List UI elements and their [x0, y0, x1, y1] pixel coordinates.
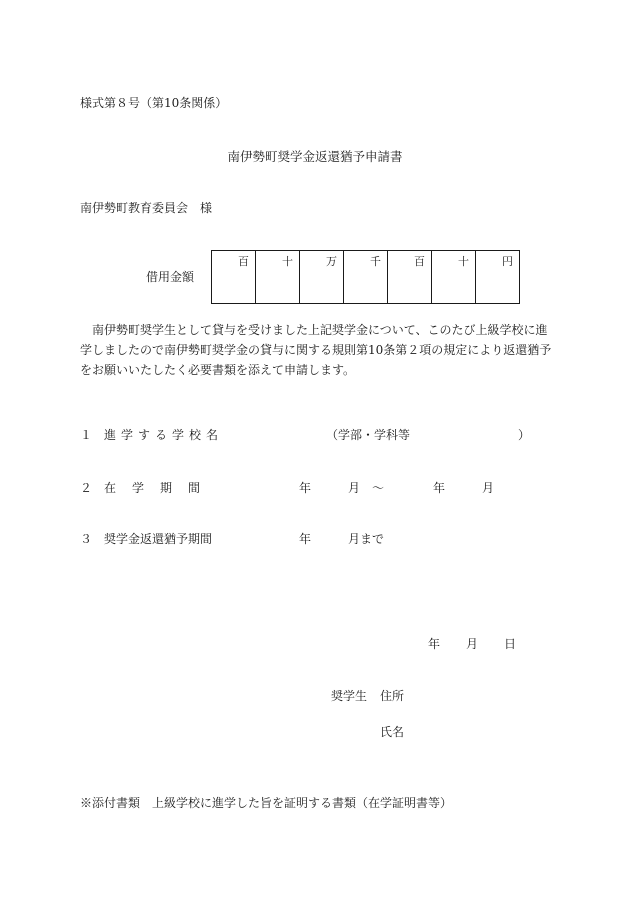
- attachment-text: 上級学校に進学した旨を証明する書類（在学証明書等）: [152, 796, 453, 810]
- application-statement: 南伊勢町奨学生として貸与を受けました上記奨学金について、このたび上級学校に進学しましたので南伊勢町奨学金の貸与に関する規則第10条第２項の規定により返還猶予をお願いいたしたく必要書類を添えて申請します。: [80, 323, 552, 377]
- signature-month: 月: [466, 637, 479, 651]
- attachment-label: ※添付書類: [80, 796, 141, 810]
- loan-amount-table: [211, 250, 520, 304]
- document-title: 南伊勢町奨学金返還猶予申請書: [227, 149, 403, 164]
- address-label: 住所: [380, 689, 405, 703]
- item-1-label: 進学する学校名: [104, 428, 224, 442]
- amount-unit-label: 十: [282, 255, 293, 268]
- amount-unit-label: 百: [414, 255, 425, 268]
- amount-cell-thousand[interactable]: [344, 251, 388, 304]
- amount-unit-label: 千: [370, 255, 381, 268]
- amount-unit-label: 万: [326, 255, 337, 268]
- loan-amount-label: 借用金額: [146, 270, 195, 284]
- item-2-start-month: 月: [348, 481, 361, 495]
- item-2-number: ２: [80, 481, 93, 495]
- amount-cell-man[interactable]: [300, 251, 344, 304]
- item-3-year: 年: [299, 532, 312, 546]
- item-3-number: ３: [80, 532, 93, 546]
- signature-day: 日: [504, 637, 517, 651]
- amount-cell-ten[interactable]: [432, 251, 476, 304]
- item-2-label: 在学期間: [104, 481, 217, 495]
- amount-unit-label: 円: [502, 255, 513, 268]
- amount-cell-hundred-man[interactable]: [212, 251, 256, 304]
- item-2-tilde: ～: [372, 481, 385, 495]
- item-1-faculty-close: ）: [518, 428, 531, 442]
- item-3-until-month: 月まで: [348, 532, 385, 546]
- name-label: 氏名: [380, 725, 405, 739]
- amount-cell-ten-man[interactable]: [256, 251, 300, 304]
- student-label: 奨学生: [331, 689, 368, 703]
- item-2-end-year: 年: [433, 481, 446, 495]
- amount-cell-hundred[interactable]: [388, 251, 432, 304]
- item-1-faculty-open: （学部・学科等: [326, 428, 411, 442]
- amount-cell-yen[interactable]: [476, 251, 520, 304]
- item-2-end-month: 月: [482, 481, 495, 495]
- signature-year: 年: [428, 637, 441, 651]
- item-3-label: 奨学金返還猶予期間: [104, 532, 213, 546]
- item-1-number: １: [80, 428, 93, 442]
- form-number: 様式第８号（第10条関係）: [80, 96, 228, 110]
- addressee: 南伊勢町教育委員会 様: [80, 201, 213, 215]
- amount-unit-label: 百: [238, 255, 249, 268]
- item-2-start-year: 年: [299, 481, 312, 495]
- amount-unit-label: 十: [458, 255, 469, 268]
